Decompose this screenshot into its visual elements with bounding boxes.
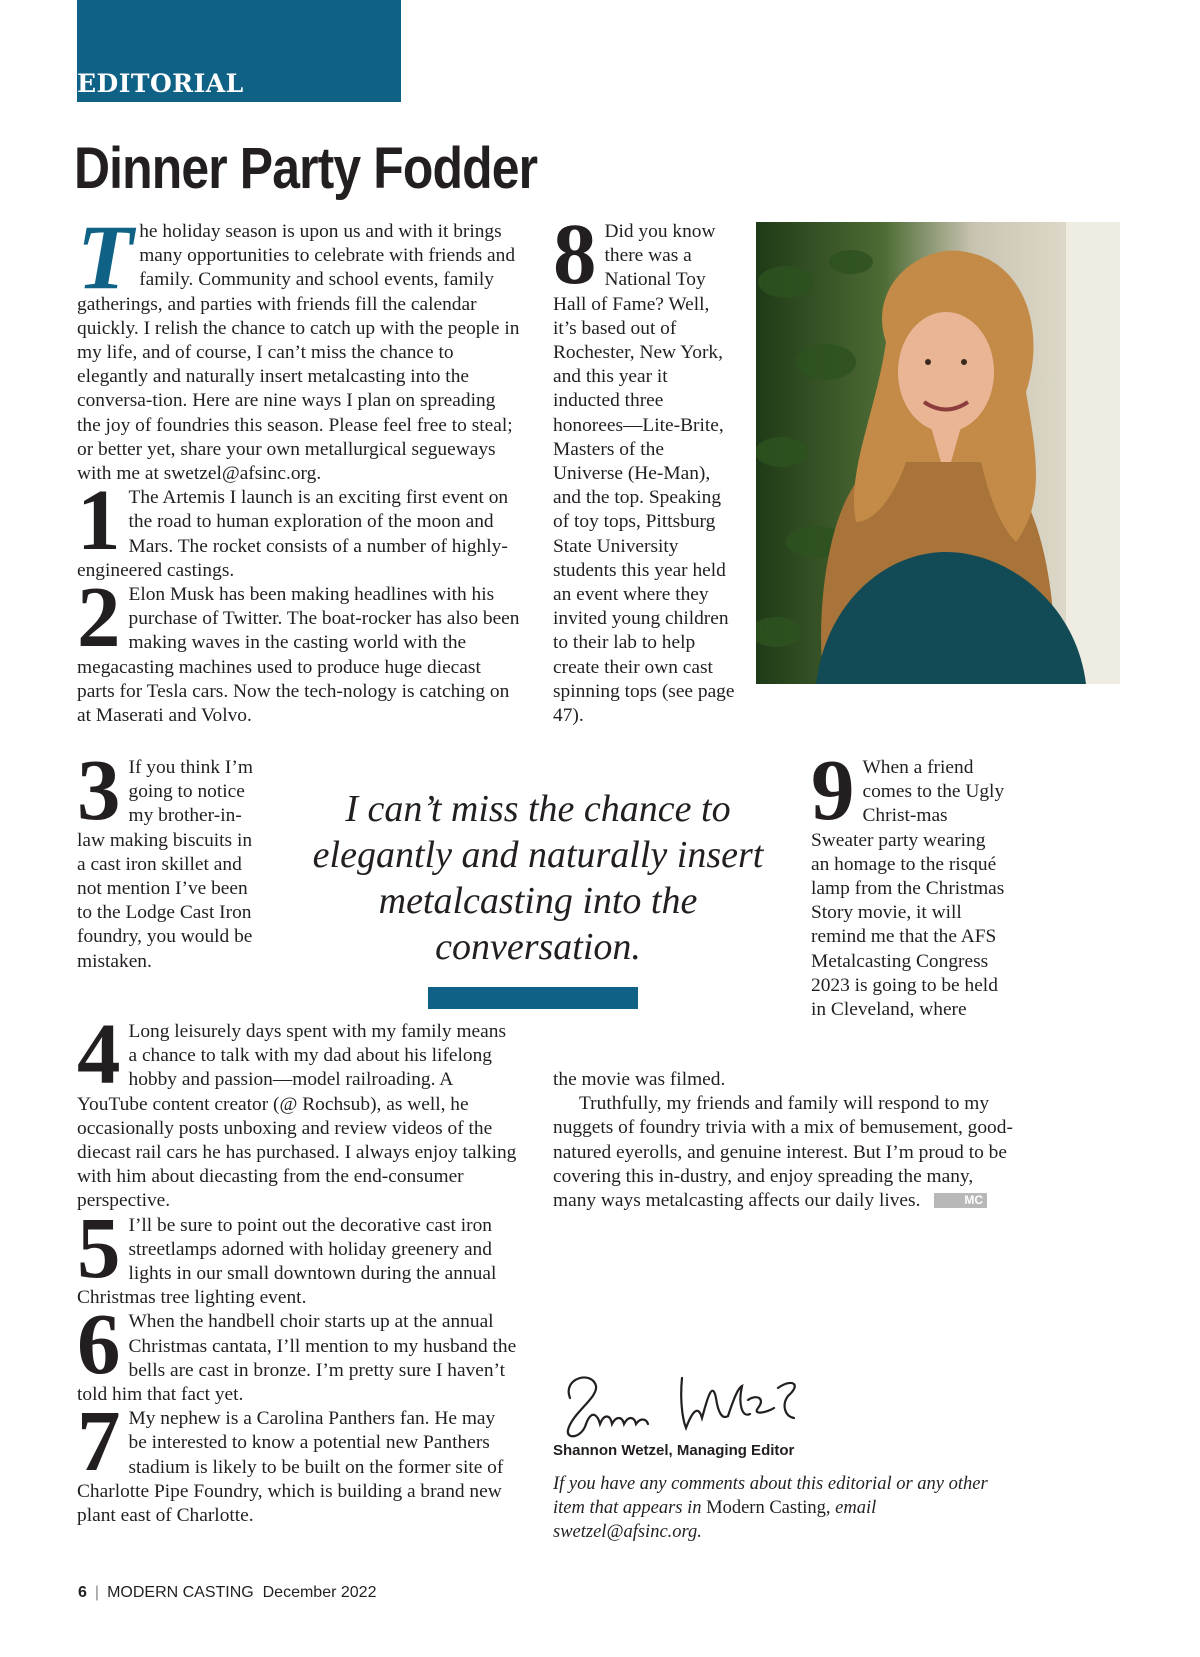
list-item bbox=[77, 741, 254, 974]
item-continued: the movie was filmed. bbox=[553, 1069, 726, 1090]
list-item bbox=[77, 1392, 517, 1528]
item-text: Did you know there was a National Toy Hall of Fame? Well, it’s based out of Rochester, New York, and this year it inducted three honorees—Lite-Brite, Masters of the Universe (He-Man), and the top. Speaking of toy tops, Pittsburg State University students this year held an event where they invited young children to their lab to help create their own cast spinning tops (see page 47). bbox=[553, 221, 735, 727]
item-text: Long leisurely days spent with my family means a chance to talk with my dad about his lifelong hobby and passion—model railroading. A YouTube content creator (@ Rochsub), as well, he occasionally posts unboxing and review videos of the diecast rail cars he has purchased. I always enjoy talking with him about diecasting from the end-consumer perspective. bbox=[77, 1021, 517, 1212]
item-text: When a friend comes to the Ugly Christ-mas Sweater party wearing an homage to the risqué lamp from the Christmas Story movie, it will remind me that the AFS Metalcasting Congress 2023 is going to be held in Cleveland, where bbox=[811, 757, 1005, 1021]
left-column-top bbox=[77, 206, 520, 728]
author-photo-graphic bbox=[756, 222, 1120, 684]
comments-text: If you have any comments about this editorial or any other item that appears in bbox=[553, 1474, 988, 1518]
right-column bbox=[811, 741, 1007, 1022]
comments-email: email swetzel@afsinc.org. bbox=[553, 1498, 877, 1542]
list-item bbox=[77, 1295, 517, 1407]
left-column-narrow bbox=[77, 741, 254, 974]
footer-separator: | bbox=[94, 1584, 100, 1601]
item-text: My nephew is a Carolina Panthers fan. He may be interested to know a potential new Panthers stadium is likely to be built on the former site of Charlotte Pipe Foundry, which is building a brand new plant east of Charlotte. bbox=[77, 1408, 504, 1527]
item-number: 3 bbox=[77, 741, 121, 838]
page-number: 6 bbox=[78, 1584, 87, 1601]
item-number: 2 bbox=[77, 568, 121, 666]
list-item bbox=[77, 1005, 517, 1214]
author-name: Shannon Wetzel, Managing Editor bbox=[553, 1442, 795, 1459]
section-label: EDITORIAL bbox=[77, 69, 244, 98]
item-text: I’ll be sure to point out the decorative cast iron streetlamps adorned with holiday greenery and lights in our small downtown during the annual Christmas tree lighting event. bbox=[77, 1214, 497, 1309]
pull-quote: I can’t miss the chance to elegantly and naturally insert metalcasting into the conversation. bbox=[312, 788, 764, 968]
item-number: 4 bbox=[77, 1005, 121, 1102]
list-item bbox=[77, 1198, 517, 1311]
headline: Dinner Party Fodder bbox=[74, 136, 538, 201]
handwritten-signature bbox=[552, 1358, 812, 1448]
left-column-bottom bbox=[77, 1005, 517, 1528]
list-item bbox=[77, 568, 520, 728]
intro-text: he holiday season is upon us and with it brings many opportunities to celebrate with friends and family. Community and school events, family gatherings, and parties with friends fill the calendar quickly. I relish the chance to catch up with the people in my life, and of course, I can’t miss the chance to elegantly and naturally insert metalcasting into the conversa-tion. Here are nine ways I plan on spreading the joy of foundries this season. Please feel free to steal; or better yet, share your own metallurgical segueways with me at swetzel@afsinc.org. bbox=[77, 221, 520, 485]
item-text: If you think I’m going to notice my brother-in-law making biscuits in a cast iron skillet and not mention I’ve been to the Lodge Cast Iron foundry, you would be mistaken. bbox=[77, 757, 253, 972]
intro-dropcap: T bbox=[77, 206, 134, 308]
comments-note bbox=[553, 1472, 1013, 1544]
middle-column bbox=[553, 205, 737, 728]
end-mark-badge: MC bbox=[934, 1193, 987, 1208]
item-text: The Artemis I launch is an exciting first event on the road to human exploration of the moon and Mars. The rocket consists of a number of highly-engineered castings. bbox=[77, 487, 509, 581]
item-text: When the handbell choir starts up at the annual Christmas cantata, I’ll mention to my husband the bells are cast in bronze. I’m pretty sure I haven’t told him that fact yet. bbox=[77, 1311, 517, 1406]
closing-column bbox=[553, 1068, 1013, 1213]
item-number: 9 bbox=[811, 741, 855, 838]
list-item bbox=[553, 205, 737, 728]
list-item bbox=[77, 471, 520, 583]
item-number: 8 bbox=[553, 205, 597, 302]
item-text: Elon Musk has been making headlines with his purchase of Twitter. The boat-rocker has also been making waves in the casting world with the megacasting machines used to produce huge diecast parts for Tesla cars. Now the tech-nology is catching on at Maserati and Volvo. bbox=[77, 584, 520, 727]
author-photo bbox=[756, 222, 1120, 684]
closing-text: Truthfully, my friends and family will respond to my nuggets of foundry trivia with a mix of bemusement, good-natured eyerolls, and genuine interest. But I’m proud to be covering this in-dustry, and enjoy spreading the many, many ways metalcasting affects our daily lives. bbox=[553, 1093, 1013, 1212]
item-number: 5 bbox=[77, 1198, 121, 1296]
pull-quote-rule bbox=[428, 987, 638, 1009]
page-footer bbox=[78, 1584, 376, 1602]
item-number: 1 bbox=[77, 471, 121, 569]
closing-paragraph bbox=[553, 1092, 1013, 1213]
comments-publication: Modern Casting, bbox=[706, 1498, 831, 1518]
list-item bbox=[811, 741, 1007, 1022]
item-number: 6 bbox=[77, 1295, 121, 1393]
footer-publication: MODERN CASTING bbox=[107, 1584, 254, 1601]
footer-issue: December 2022 bbox=[262, 1584, 377, 1601]
intro-paragraph bbox=[77, 206, 520, 486]
item-number: 7 bbox=[77, 1392, 121, 1490]
